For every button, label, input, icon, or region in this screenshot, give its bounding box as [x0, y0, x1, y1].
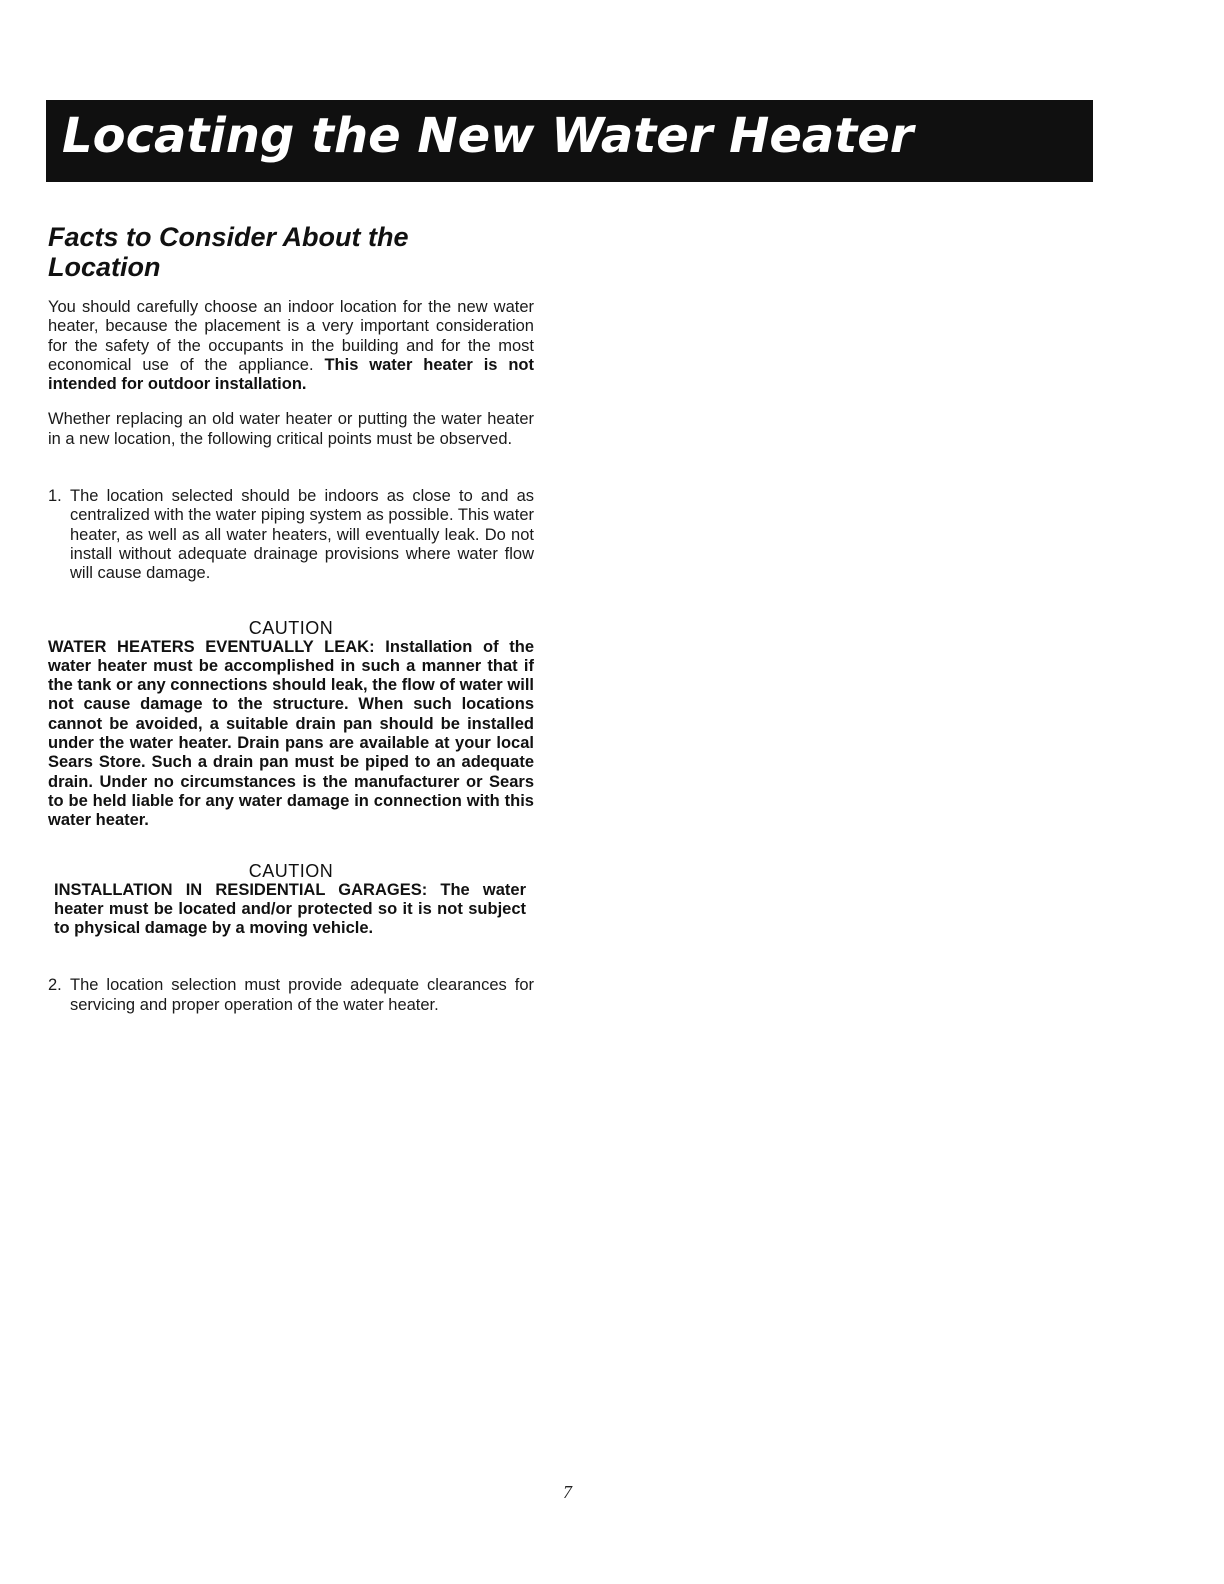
outdoor-warning: This water heater is not intended for outdoor installation. — [48, 355, 535, 394]
caution-title: CAUTION — [248, 860, 334, 881]
caution-text: WATER HEATERS EVENTUALLY LEAK: Installation of the water heater must be accomplished in such a manner that if the tank or any connections should leak, the flow of water will not cause damage to the structure. When such locations cannot be avoided, a suitable drain pan should be installed under the water heater. Drain pans are available at your local Sears Store. Such a drain pan must be piped to an adequate drain. Under no circumstances is the manufacturer or Sears to be held liable for any water damage in connection with this water heater. — [48, 637, 534, 830]
caution-garage — [48, 861, 534, 939]
intro-paragraph-text: You should carefully choose an indoor location for the new water heater, because the placement is a very important consideration for the safety of the occupants in the building and for the most economical use of the appliance. — [48, 298, 534, 374]
intro-paragraph — [48, 298, 534, 394]
list-item-number: 1. — [48, 487, 62, 506]
list-item-text: The location selected should be indoors as close to and as centralized with the water piping system as possible. This water heater, as well as all water heaters, will eventually leak. Do not install without adequate drainage provisions where water flow will cause damage. — [70, 487, 534, 583]
list-item — [48, 976, 534, 1015]
page-number: 7 — [563, 1482, 572, 1502]
caution-leak — [48, 618, 534, 831]
section-heading-line2: Location — [48, 252, 161, 282]
list-item-number: 2. — [48, 976, 62, 995]
list-item-text: The location selection must provide adequate clearances for servicing and proper operation of the water heater. — [70, 976, 534, 1014]
critical-points-paragraph: Whether replacing an old water heater or putting the water heater in a new location, the following critical points must be observed. — [48, 410, 534, 448]
main-column — [48, 222, 534, 1015]
caution-title: CAUTION — [248, 617, 334, 638]
list-item — [48, 487, 534, 583]
page-title: Locating the New Water Heater — [62, 108, 914, 164]
section-heading-line1: Facts to Consider About the — [48, 222, 409, 252]
section-heading — [48, 222, 534, 282]
title-banner — [46, 100, 1093, 182]
caution-text: INSTALLATION IN RESIDENTIAL GARAGES: The water heater must be located and/or protected so it is not subject to physical damage by a moving vehicle. — [54, 880, 526, 938]
